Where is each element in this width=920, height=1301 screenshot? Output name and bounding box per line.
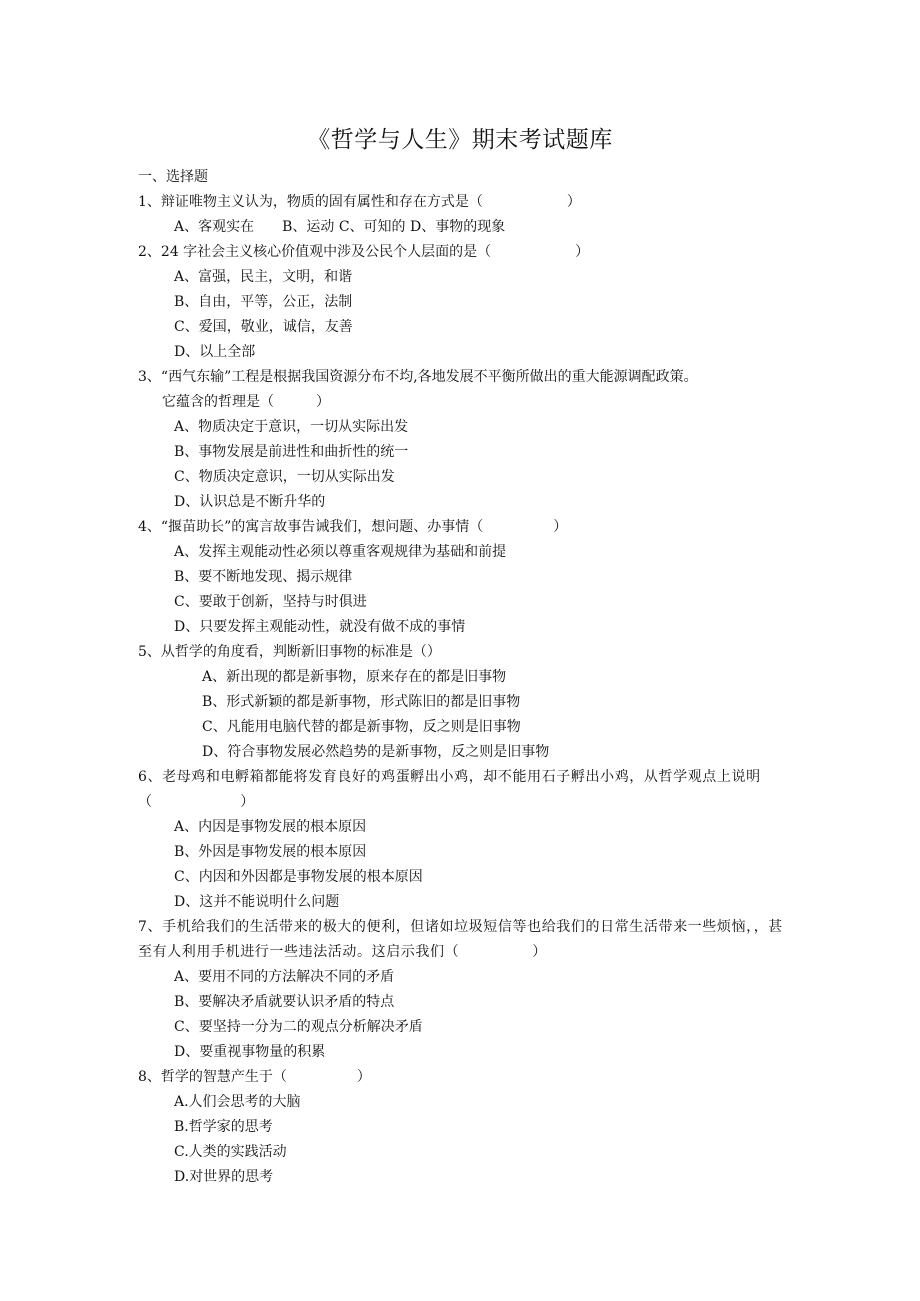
question-1	[138, 190, 788, 240]
question-4	[138, 515, 788, 640]
document-title: 《哲学与人生》期末考试题库	[307, 127, 613, 153]
question-stem-continued: 它蕴含的哲理是（ ）	[162, 394, 330, 410]
question-stem: 6、老母鸡和电孵箱都能将发育良好的鸡蛋孵出小鸡，却不能用石子孵出小鸡，从哲学观点上说明（ ）	[138, 769, 761, 810]
question-5	[138, 640, 788, 765]
option-d: D.对世界的思考	[174, 1169, 274, 1185]
question-stem: 2、24 字社会主义核心价值观中涉及公民个人层面的是（ ）	[138, 244, 590, 260]
option-b: B、要不断地发现、揭示规律	[174, 569, 353, 585]
section-heading: 一、选择题	[138, 169, 208, 185]
option-c: C、爱国，敬业，诚信，友善	[174, 319, 353, 335]
option-b: B、要解决矛盾就要认识矛盾的特点	[174, 994, 395, 1010]
option-a: A、内因是事物发展的根本原因	[174, 819, 367, 835]
question-stem: 3、“西气东输”工程是根据我国资源分布不均,各地发展不平衡所做出的重大能源调配政策。	[138, 369, 698, 385]
option-b: B、事物发展是前进性和曲折性的统一	[174, 444, 409, 460]
question-8	[138, 1065, 788, 1190]
question-3	[138, 365, 788, 515]
option-list	[138, 265, 788, 365]
question-stem: 8、哲学的智慧产生于（ ）	[138, 1069, 371, 1085]
option-a: A、发挥主观能动性必须以尊重客观规律为基础和前提	[174, 544, 507, 560]
option-b: B、自由，平等，公正，法制	[174, 294, 353, 310]
option-b: B.哲学家的思考	[174, 1119, 273, 1135]
option-d: D、这并不能说明什么问题	[174, 894, 340, 910]
option-list	[138, 1090, 788, 1190]
option-c: C、要敢于创新，坚持与时俱进	[174, 594, 367, 610]
option-b: B、形式新颖的都是新事物，形式陈旧的都是旧事物	[202, 694, 521, 710]
option-c: C.人类的实践活动	[174, 1144, 287, 1160]
question-stem: 5、从哲学的角度看，判断新旧事物的标准是（）	[138, 644, 441, 660]
question-6	[138, 765, 788, 915]
question-stem: 1、辩证唯物主义认为，物质的固有属性和存在方式是（ ）	[138, 194, 581, 210]
question-list	[138, 190, 788, 1190]
option-c: C、凡能用电脑代替的都是新事物，反之则是旧事物	[202, 719, 521, 735]
question-stem: 7、手机给我们的生活带来的极大的便利，但诸如垃圾短信等也给我们的日常生活带来一些烦恼，，甚至有人利用手机进行一些违法活动。这启示我们（ ）	[138, 919, 783, 960]
option-d: D、认识总是不断升华的	[174, 494, 326, 510]
option-a: A.人们会思考的大脑	[174, 1094, 301, 1110]
option-list	[138, 815, 788, 915]
option-c: C、要坚持一分为二的观点分析解决矛盾	[174, 1019, 423, 1035]
options-inline: A、客观实在 B、运动 C、可知的 D、事物的现象	[174, 219, 506, 235]
option-list	[138, 965, 788, 1065]
option-d: D、以上全部	[174, 344, 256, 360]
option-d: D、要重视事物量的积累	[174, 1044, 326, 1060]
option-list	[138, 215, 788, 240]
question-7	[138, 915, 788, 1065]
option-a: A、要用不同的方法解决不同的矛盾	[174, 969, 395, 985]
option-list	[138, 540, 788, 640]
option-a: A、新出现的都是新事物，原来存在的都是旧事物	[202, 669, 507, 685]
option-a: A、富强，民主，文明，和谐	[174, 269, 353, 285]
option-d: D、符合事物发展必然趋势的是新事物，反之则是旧事物	[202, 744, 550, 760]
option-d: D、只要发挥主观能动性，就没有做不成的事情	[174, 619, 466, 635]
question-stem: 4、“揠苗助长”的寓言故事告诫我们，想问题、办事情（ ）	[138, 519, 568, 535]
option-a: A、物质决定于意识，一切从实际出发	[174, 419, 409, 435]
option-c: C、物质决定意识，一切从实际出发	[174, 469, 395, 485]
question-2	[138, 240, 788, 365]
option-list	[138, 415, 788, 515]
option-list	[138, 665, 788, 765]
option-c: C、内因和外因都是事物发展的根本原因	[174, 869, 423, 885]
option-b: B、外因是事物发展的根本原因	[174, 844, 367, 860]
